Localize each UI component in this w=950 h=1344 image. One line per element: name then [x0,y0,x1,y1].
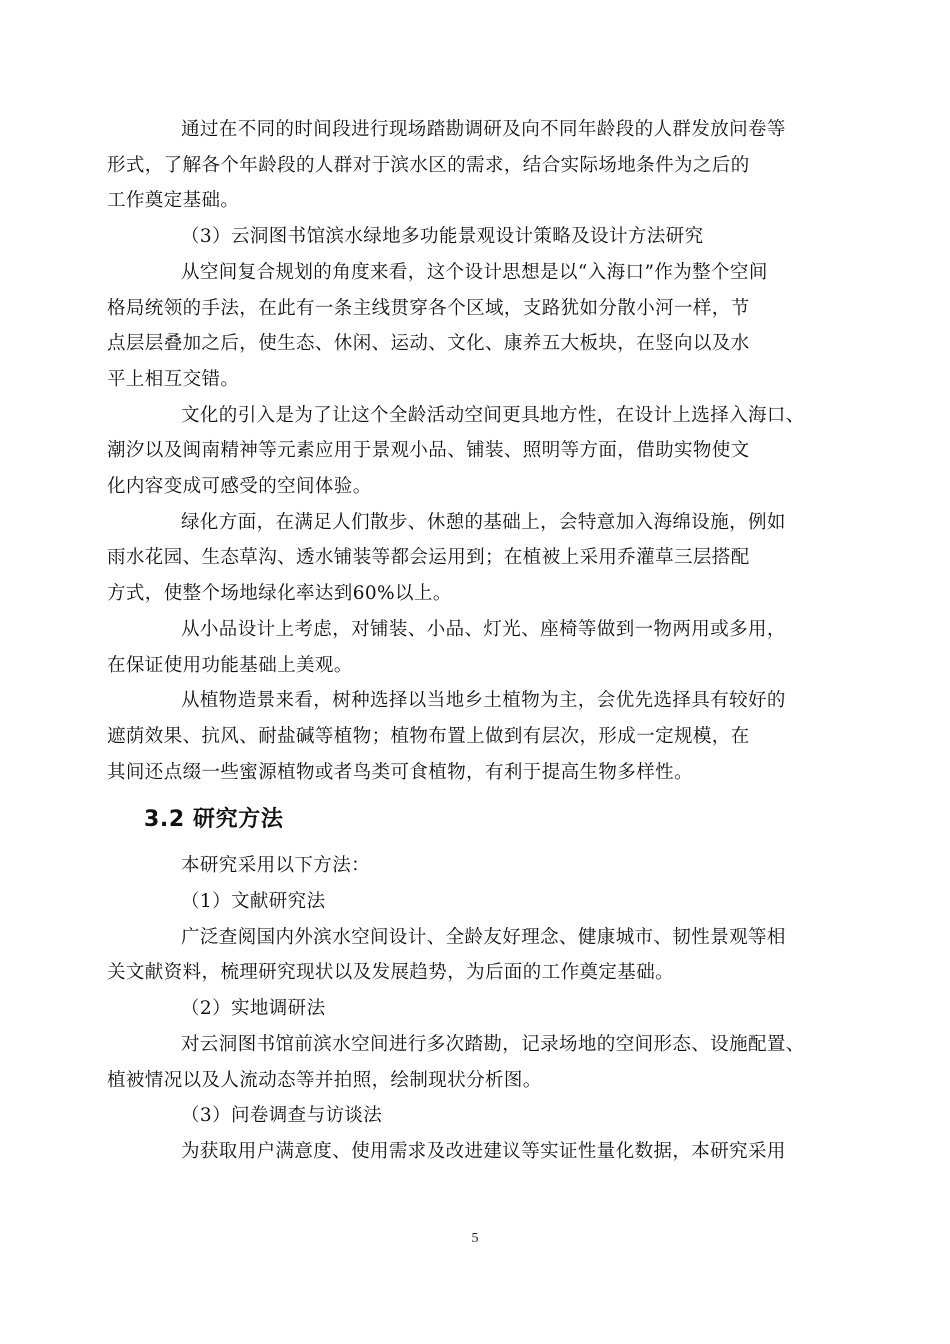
text-line: （2）实地调研法 [181,998,326,1020]
paragraph [144,991,824,1027]
text-line: 形式，了解各个年龄段的人群对于滨水区的需求，结合实际场地条件为之后的 [107,154,750,176]
text-line: 从空间复合规划的角度来看，这个设计思想是以“入海口”作为整个空间 [181,261,768,283]
text-line: 遮荫效果、抗风、耐盐碱等植物；植物布置上做到有层次，形成一定规模，在 [107,725,750,747]
text-line: 为获取用户满意度、使用需求及改进建议等实证性量化数据，本研究采用 [181,1140,786,1162]
paragraph [144,1134,824,1170]
text-line: 关文献资料，梳理研究现状以及发展趋势，为后面的工作奠定基础。 [107,962,675,984]
paragraph [144,848,824,884]
text-line: 方式，使整个场地绿化率达到60%以上。 [107,583,452,605]
paragraph [107,505,824,612]
text-line: 从植物造景来看，树种选择以当地乡土植物为主，会优先选择具有较好的 [181,690,786,712]
text-line: 点层层叠加之后，使生态、休闲、运动、文化、康养五大板块，在竖向以及水 [107,333,750,355]
paragraph [107,112,824,219]
paragraph [107,398,824,505]
text-line: 格局统领的手法，在此有一条主线贯穿各个区域，支路犹如分散小河一样，节 [107,297,750,319]
text-line: 在保证使用功能基础上美观。 [107,654,353,676]
page-body [107,112,824,1170]
text-line: 雨水花园、生态草沟、透水铺装等都会运用到；在植被上采用乔灌草三层搭配 [107,547,750,569]
paragraph [107,1027,824,1098]
text-line: 化内容变成可感受的空间体验。 [107,476,372,498]
text-line: 工作奠定基础。 [107,190,240,212]
text-line: （3）问卷调查与访谈法 [181,1105,383,1127]
paragraph [144,884,824,920]
text-line: 广泛查阅国内外滨水空间设计、全龄友好理念、健康城市、韧性景观等相 [181,926,786,948]
body-text-bottom [107,848,824,1169]
page-number: 5 [471,1231,479,1246]
text-line: 本研究采用以下方法： [181,855,371,877]
paragraph [144,1098,824,1134]
text-line: （1）文献研究法 [181,891,326,913]
text-line: 绿化方面，在满足人们散步、休憩的基础上，会特意加入海绵设施，例如 [181,511,786,533]
body-text-top [107,112,824,790]
text-line: 平上相互交错。 [107,368,240,390]
text-line: 从小品设计上考虑，对铺装、小品、灯光、座椅等做到一物两用或多用， [181,618,786,640]
text-line: （3）云洞图书馆滨水绿地多功能景观设计策略及设计方法研究 [181,226,704,248]
text-line: 对云洞图书馆前滨水空间进行多次踏勘，记录场地的空间形态、设施配置、 [181,1033,805,1055]
text-line: 植被情况以及人流动态等并拍照，绘制现状分析图。 [107,1069,542,1091]
text-line: 通过在不同的时间段进行现场踏勘调研及向不同年龄段的人群发放问卷等 [181,119,786,140]
paragraph [107,255,824,398]
text-line: 潮汐以及闽南精神等元素应用于景观小品、铺装、照明等方面，借助实物使文 [107,440,750,462]
paragraph [107,920,824,991]
text-line: 文化的引入是为了让这个全龄活动空间更具地方性，在设计上选择入海口、 [181,404,805,426]
paragraph [107,683,824,790]
text-line: 其间还点缀一些蜜源植物或者鸟类可食植物，有利于提高生物多样性。 [107,761,693,783]
section-heading: 3.2 研究方法 [144,807,284,833]
paragraph [144,219,824,255]
paragraph [107,612,824,683]
